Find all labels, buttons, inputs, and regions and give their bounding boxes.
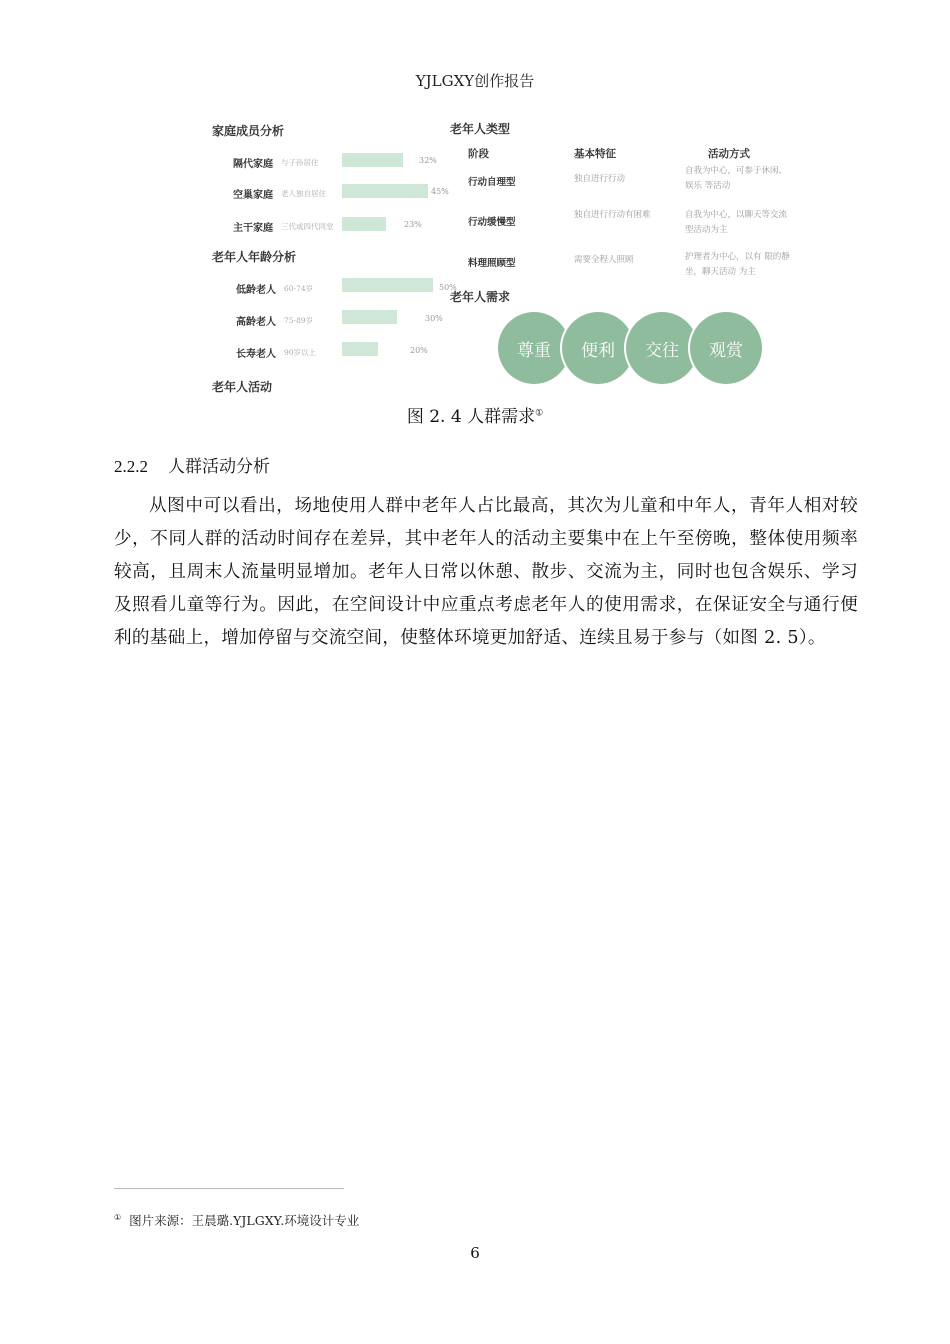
caption-footnote-mark: ① [535, 408, 544, 419]
family-analysis-title: 家庭成员分析 [212, 124, 285, 138]
age-bar-pct: 30% [425, 314, 443, 323]
footnote [114, 1211, 359, 1229]
family-row-label: 隔代家庭 [233, 159, 273, 170]
figure-crowd-needs [200, 110, 790, 400]
family-row-note: 三代或四代同堂 [281, 222, 334, 231]
types-stage: 行动缓慢型 [468, 217, 516, 228]
types-feature: 需要全程人照顾 [574, 255, 634, 265]
age-row-note: 90岁以上 [284, 348, 317, 357]
need-circle: 尊重 [498, 312, 570, 384]
age-row-note: 60-74岁 [284, 284, 314, 293]
section-heading [114, 452, 270, 477]
types-mode: 护理者为中心，以有 限的静坐，聊天活动 为主 [685, 252, 790, 277]
section-number: 2.2.2 [114, 457, 148, 476]
need-circle: 交往 [626, 312, 698, 384]
page-number: 6 [470, 1244, 480, 1262]
types-header-feature: 基本特征 [574, 148, 616, 160]
age-row-label: 长寿老人 [236, 349, 276, 360]
types-stage: 行动自理型 [468, 177, 516, 188]
family-row-note: 与子孙居住 [281, 158, 319, 167]
age-row-note: 75-89岁 [284, 316, 314, 325]
elder-types-title: 老年人类型 [450, 122, 511, 136]
body-paragraph: 从图中可以看出，场地使用人群中老年人占比最高，其次为儿童和中年人，青年人相对较少，不同人群的活动时间存在差异，其中老年人的活动主要集中在上午至傍晚，整体使用频率较高，且周末人流量明显增加。老年人日常以休憩、散步、交流为主，同时也包含娱乐、学习及照看儿童等行为。因此，在空间设计中应重点考虑老年人的使用需求，在保证安全与通行便利的基础上，增加停留与交流空间，使整体环境更加舒适、连续且易于参与（如图 2. 5）。 [114, 496, 858, 648]
figure-caption [0, 402, 950, 427]
types-header-stage: 阶段 [468, 148, 489, 160]
types-feature: 独自进行行动有困难 [574, 210, 651, 220]
age-bar [342, 278, 433, 292]
age-row-label: 低龄老人 [236, 285, 276, 296]
age-bar-pct: 50% [439, 283, 457, 292]
age-row-label: 高龄老人 [236, 317, 276, 328]
family-bar-pct: 23% [404, 220, 422, 229]
need-circle: 观赏 [690, 312, 762, 384]
caption-text: 图 2. 4 人群需求 [406, 407, 536, 427]
family-bar-pct: 45% [431, 187, 449, 196]
family-bar [342, 217, 386, 231]
family-bar [342, 184, 428, 198]
footnote-mark: ① [114, 1212, 122, 1222]
footnote-divider [114, 1188, 344, 1189]
age-bar [342, 342, 378, 356]
family-row-label: 空巢家庭 [233, 190, 273, 201]
elder-needs-title: 老年人需求 [450, 290, 511, 304]
family-bar-pct: 32% [419, 156, 437, 165]
types-header-mode: 活动方式 [708, 148, 750, 160]
footnote-text: 图片来源：王晨璐.YJLGXY.环境设计专业 [129, 1213, 360, 1228]
family-row-label: 主干家庭 [233, 223, 273, 234]
types-mode: 自我为中心，以聊天等交流型活动为主 [685, 210, 788, 235]
types-feature: 独自进行行动 [574, 174, 626, 184]
age-bar-pct: 20% [410, 346, 428, 355]
types-stage: 料理照顾型 [468, 258, 516, 269]
age-analysis-title: 老年人年龄分析 [212, 250, 297, 264]
types-mode: 自我为中心，可参于休闲、娱乐 等活动 [685, 166, 788, 191]
section-title: 人群活动分析 [168, 457, 270, 477]
family-row-note: 老人独自居住 [281, 189, 326, 198]
age-bar [342, 310, 397, 324]
need-circle: 便利 [562, 312, 634, 384]
family-bar [342, 153, 403, 167]
activity-title: 老年人活动 [212, 380, 273, 394]
page-header: YJLGXY创作报告 [415, 72, 535, 90]
